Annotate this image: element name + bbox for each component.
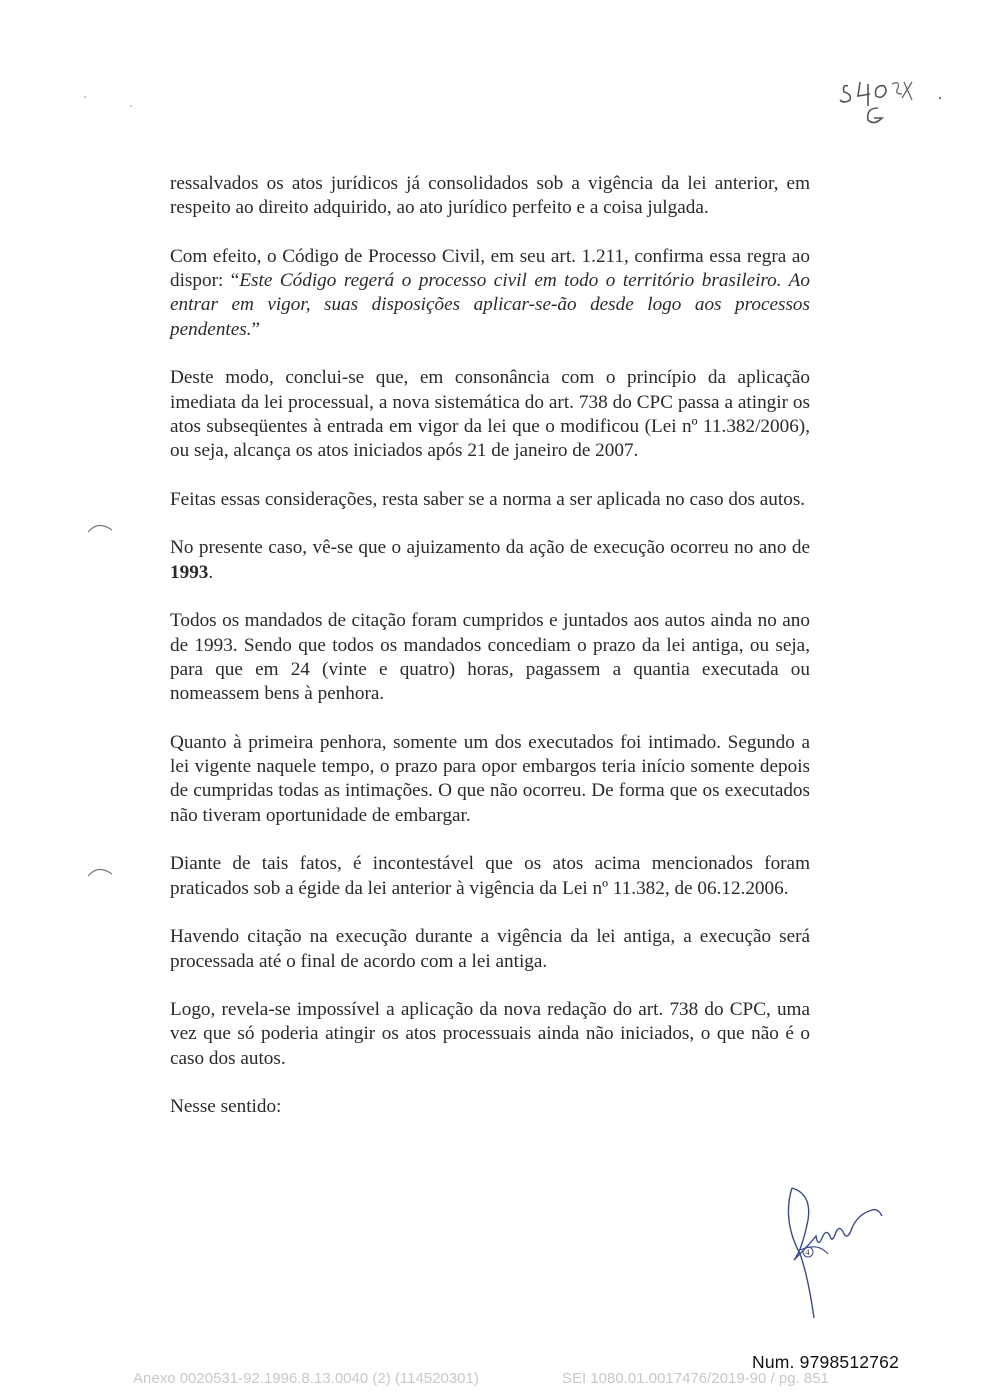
paragraph-text: ressalvados os atos jurídicos já consolidados sob a vigência da lei anterior, em respeito ao direito adquirido, ao ato jurídico perfeito e a coisa julgada.	[170, 173, 810, 219]
paragraph	[170, 245, 810, 342]
document-number-stamp: Num. 9798512762	[752, 1352, 899, 1372]
paragraph-text: Com efeito, o Código de Processo Civil, em seu art. 1.211, confirma essa regra ao dispor: “	[170, 245, 810, 292]
handwritten-signature	[778, 1180, 888, 1320]
handwritten-page-number	[838, 72, 958, 132]
paragraph	[170, 536, 810, 585]
quoted-statute-text: Este Código regerá o processo civil em todo o território brasileiro. Ao entrar em vigor, suas disposições aplicar-se-ão desde logo aos processos pendentes.	[170, 270, 810, 340]
footer-annex-reference: Anexo 0020531-92.1996.8.13.0040 (2) (114520301)	[133, 1370, 479, 1387]
paragraph	[170, 731, 810, 828]
paragraph-text: .	[208, 561, 214, 583]
paragraph	[170, 852, 810, 901]
paragraph-text: Havendo citação na execução durante a vigência da lei antiga, a execução será processada até o final de acordo com a lei antiga.	[170, 926, 810, 972]
paragraph-text: Quanto à primeira penhora, somente um dos executados foi intimado. Segundo a lei vigente naquele tempo, o prazo para opor embargos teria início somente depois de cumpridas todas as intimações. O que não ocorreu. De forma que os executados não tiveram oportunidade de embargar.	[170, 731, 810, 826]
paragraph	[170, 1095, 810, 1119]
paragraph-text: No presente caso, vê-se que o ajuizamento da ação de execução ocorreu no ano de	[170, 537, 810, 559]
footer-sei-reference: SEI 1080.01.0017476/2019-90 / pg. 851	[562, 1370, 829, 1387]
paragraph	[170, 488, 810, 512]
paragraph	[170, 366, 810, 463]
paragraph-text: Feitas essas considerações, resta saber se a norma a ser aplicada no caso dos autos.	[170, 488, 806, 510]
paragraph-text: Nesse sentido:	[170, 1096, 282, 1118]
paragraph	[170, 172, 810, 221]
paragraph-text: Todos os mandados de citação foram cumpridos e juntados aos autos ainda no ano de 1993. Sendo que todos os mandados concediam o prazo da lei antiga, ou seja, para que em 24 (vinte e quatro) horas, pagassem a quantia executada ou nomeassem bens à penhora.	[170, 610, 810, 705]
scan-speck	[84, 96, 86, 98]
emphasized-year: 1993	[170, 561, 209, 583]
paragraph-text: Logo, revela-se impossível a aplicação da nova redação do art. 738 do CPC, uma vez que só poderia atingir os atos processuais ainda não iniciados, o que não é o caso dos autos.	[170, 999, 810, 1069]
scan-speck	[130, 105, 132, 107]
scan-punch-mark	[86, 518, 114, 534]
page-number: 4	[805, 1248, 810, 1257]
paragraph	[170, 609, 810, 706]
paragraph-text: Deste modo, conclui-se que, em consonância com o princípio da aplicação imediata da lei processual, a nova sistemática do art. 738 do CPC passa a atingir os atos subseqüentes à entrada em vigor da lei que o modificou (Lei nº 11.382/2006), ou seja, alcança os atos iniciados após 21 de janeiro de 2007.	[170, 367, 810, 462]
paragraph-text: Diante de tais fatos, é incontestável que os atos acima mencionados foram praticados sob a égide da lei anterior à vigência da Lei nº 11.382, de 06.12.2006.	[170, 853, 810, 899]
handwritten-number-text: 540 G	[838, 72, 841, 73]
paragraph	[170, 998, 810, 1071]
paragraph	[170, 925, 810, 974]
scan-punch-mark	[86, 862, 114, 878]
paragraph-text: ”	[251, 318, 261, 340]
document-body	[170, 172, 810, 1120]
